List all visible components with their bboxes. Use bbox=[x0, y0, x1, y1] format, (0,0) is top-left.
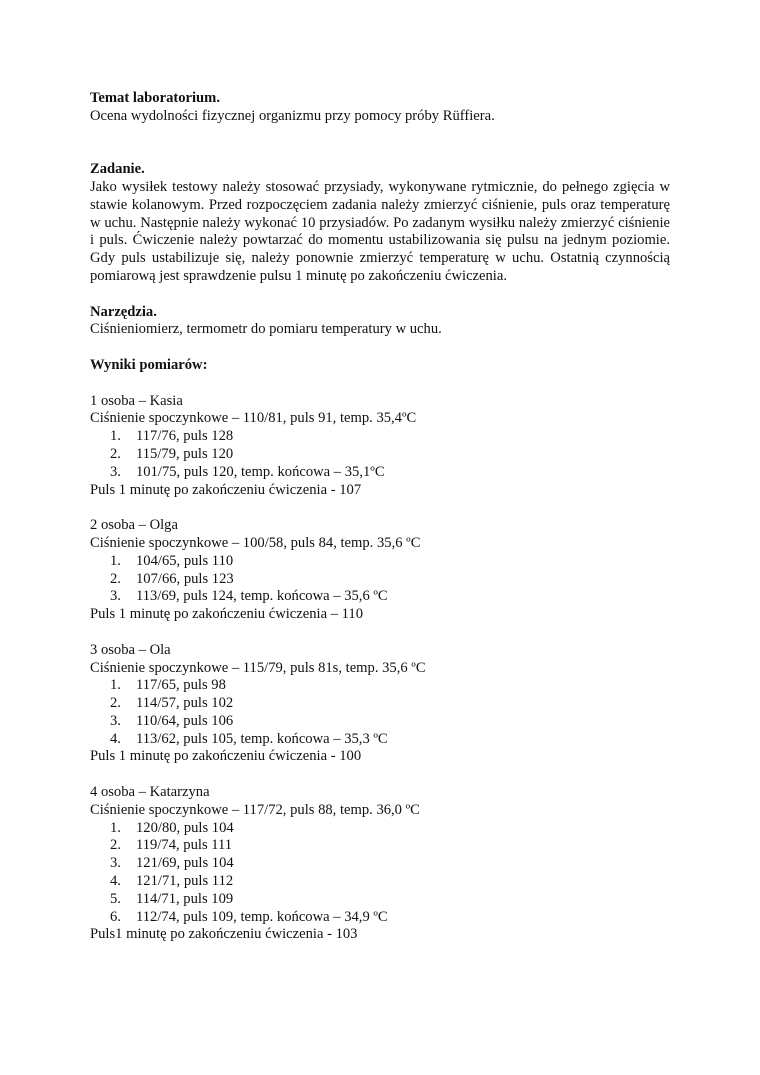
item-number: 2. bbox=[110, 570, 121, 587]
item-number: 3. bbox=[110, 712, 121, 729]
document-page bbox=[90, 90, 670, 944]
tools-heading: Narzędzia. bbox=[90, 303, 157, 320]
spacer bbox=[90, 339, 670, 357]
item-text: 110/64, puls 106 bbox=[136, 712, 234, 729]
item-number: 1. bbox=[110, 819, 121, 836]
measurement-item bbox=[90, 891, 670, 909]
measurement-item bbox=[90, 837, 670, 855]
item-text: 114/71, puls 109 bbox=[136, 890, 234, 907]
item-text: 115/79, puls 120 bbox=[136, 445, 234, 462]
spacer bbox=[90, 286, 670, 304]
pulse-after-exercise: Puls 1 minutę po zakończeniu ćwiczenia - 107 bbox=[90, 481, 362, 498]
measurement-item bbox=[90, 873, 670, 891]
measurement-item bbox=[90, 820, 670, 838]
measurement-item bbox=[90, 731, 670, 749]
person-name: 1 osoba – Kasia bbox=[90, 392, 183, 409]
item-text: 120/80, puls 104 bbox=[136, 819, 234, 836]
results-heading: Wyniki pomiarów: bbox=[90, 356, 208, 373]
measurement-item bbox=[90, 909, 670, 927]
item-number: 3. bbox=[110, 463, 121, 480]
person-name: 4 osoba – Katarzyna bbox=[90, 784, 210, 801]
item-text: 113/69, puls 124, temp. końcowa – 35,6 ºC bbox=[136, 588, 388, 605]
resting-values: Ciśnienie spoczynkowe – 117/72, puls 88, temp. 36,0 ºC bbox=[90, 801, 420, 818]
spacer bbox=[90, 375, 670, 393]
measurement-item bbox=[90, 446, 670, 464]
measurement-list bbox=[90, 553, 670, 606]
item-text: 112/74, puls 109, temp. końcowa – 34,9 ºC bbox=[136, 908, 388, 925]
topic-heading: Temat laboratorium. bbox=[90, 90, 220, 106]
spacer bbox=[90, 126, 670, 162]
task-text: Jako wysiłek testowy należy stosować przysiady, wykonywane rytmicznie, do pełnego zgięcia w stawie kolanowym. Przed rozpoczęciem zadania należy zmierzyć ciśnienie, puls oraz temperaturę w uchu. Następnie należy wykonać 10 przysiadów. Po zadanym wysiłku należy zmierzyć ciśnienie i puls. Ćwiczenie należy powtarzać do momentu ustabilizowania się pulsu na jednym poziomie. Gdy puls ustabilizuje się, należy ponownie zmierzyć temperaturę w uchu. Ostatnią czynnością pomiarową jest sprawdzenie pulsu 1 minutę po zakończeniu ćwiczenia. bbox=[90, 178, 670, 284]
measurement-list bbox=[90, 428, 670, 481]
resting-values: Ciśnienie spoczynkowe – 110/81, puls 91, temp. 35,4ºC bbox=[90, 410, 417, 427]
item-text: 113/62, puls 105, temp. końcowa – 35,3 ºC bbox=[136, 730, 388, 747]
item-number: 5. bbox=[110, 890, 121, 907]
measurement-item bbox=[90, 428, 670, 446]
item-text: 121/71, puls 112 bbox=[136, 873, 234, 890]
measurement-item bbox=[90, 553, 670, 571]
item-number: 1. bbox=[110, 552, 121, 569]
spacer bbox=[90, 766, 670, 784]
item-text: 117/65, puls 98 bbox=[136, 677, 226, 694]
measurement-list bbox=[90, 677, 670, 748]
measurement-item bbox=[90, 464, 670, 482]
item-number: 3. bbox=[110, 588, 121, 605]
pulse-after-exercise: Puls 1 minutę po zakończeniu ćwiczenia – 110 bbox=[90, 606, 364, 623]
person-section-4 bbox=[90, 784, 670, 944]
task-heading: Zadanie. bbox=[90, 161, 145, 178]
item-number: 4. bbox=[110, 730, 121, 747]
item-text: 101/75, puls 120, temp. końcowa – 35,1ºC bbox=[136, 463, 385, 480]
measurement-item bbox=[90, 713, 670, 731]
person-name: 3 osoba – Ola bbox=[90, 641, 171, 658]
item-text: 114/57, puls 102 bbox=[136, 695, 234, 712]
item-number: 2. bbox=[110, 837, 121, 854]
person-section-1 bbox=[90, 393, 670, 500]
item-text: 117/76, puls 128 bbox=[136, 428, 234, 445]
spacer bbox=[90, 624, 670, 642]
person-section-3 bbox=[90, 642, 670, 767]
item-text: 119/74, puls 111 bbox=[136, 837, 233, 854]
spacer bbox=[90, 499, 670, 517]
measurement-item bbox=[90, 695, 670, 713]
resting-values: Ciśnienie spoczynkowe – 100/58, puls 84, temp. 35,6 ºC bbox=[90, 534, 421, 551]
measurement-item bbox=[90, 571, 670, 589]
measurement-item bbox=[90, 677, 670, 695]
item-number: 3. bbox=[110, 855, 121, 872]
person-section-2 bbox=[90, 517, 670, 624]
measurement-item bbox=[90, 855, 670, 873]
item-text: 121/69, puls 104 bbox=[136, 855, 234, 872]
item-number: 1. bbox=[110, 677, 121, 694]
item-number: 1. bbox=[110, 428, 121, 445]
item-number: 2. bbox=[110, 695, 121, 712]
topic-text: Ocena wydolności fizycznej organizmu przy pomocy próby Rüffiera. bbox=[90, 107, 495, 124]
item-number: 4. bbox=[110, 873, 121, 890]
pulse-after-exercise: Puls 1 minutę po zakończeniu ćwiczenia - 100 bbox=[90, 748, 362, 765]
pulse-after-exercise: Puls1 minutę po zakończeniu ćwiczenia - 103 bbox=[90, 926, 358, 943]
measurement-item bbox=[90, 588, 670, 606]
item-text: 107/66, puls 123 bbox=[136, 570, 234, 587]
resting-values: Ciśnienie spoczynkowe – 115/79, puls 81s, temp. 35,6 ºC bbox=[90, 659, 426, 676]
item-text: 104/65, puls 110 bbox=[136, 552, 234, 569]
item-number: 2. bbox=[110, 445, 121, 462]
item-number: 6. bbox=[110, 908, 121, 925]
tools-text: Ciśnieniomierz, termometr do pomiaru temperatury w uchu. bbox=[90, 321, 442, 338]
person-name: 2 osoba – Olga bbox=[90, 517, 178, 534]
measurement-list bbox=[90, 820, 670, 927]
